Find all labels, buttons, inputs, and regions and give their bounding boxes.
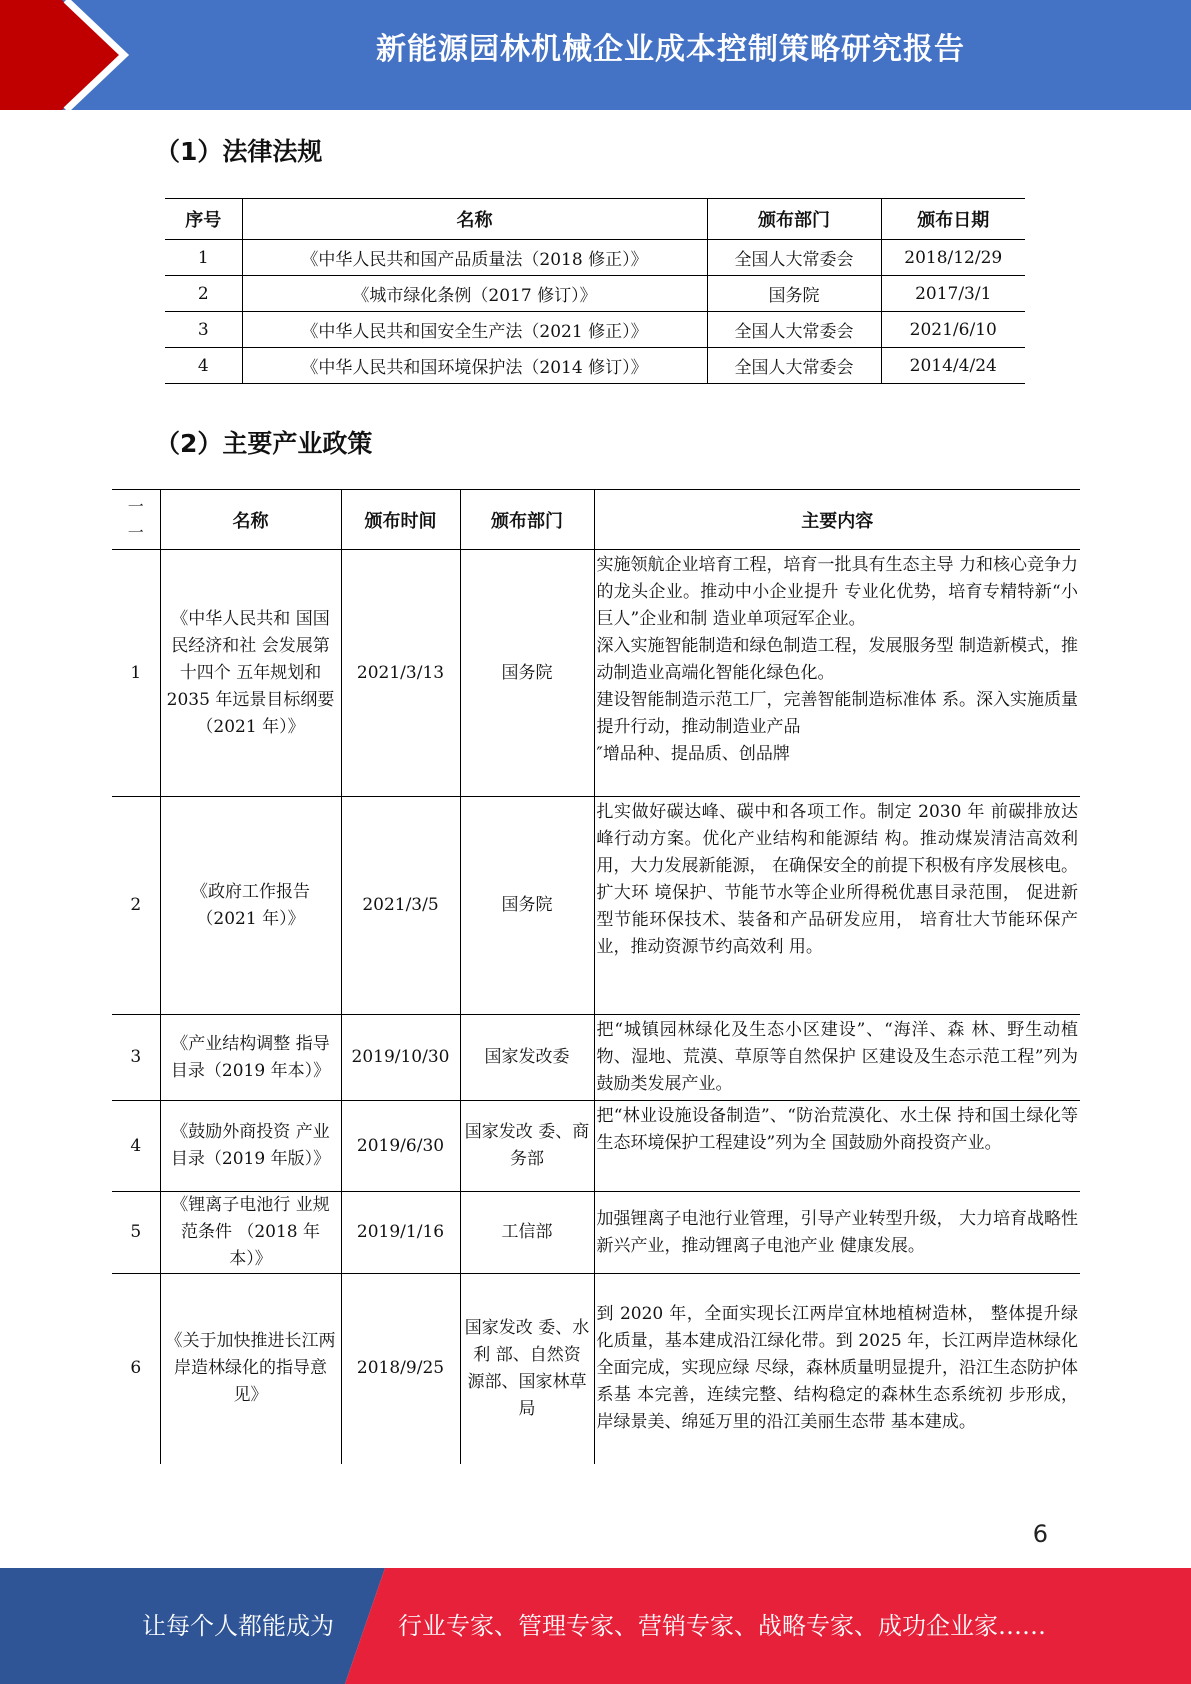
section-title-laws: （1）法律法规 — [155, 137, 323, 166]
column-header: 颁布部门 — [707, 199, 881, 240]
header-arrow-decoration — [0, 0, 160, 110]
column-header: 名称 — [160, 490, 341, 550]
content-paragraph: 建设智能制造示范工厂，完善智能制造标准体 系。深入实施质量提升行动，推动制造业产品 — [596, 690, 1078, 737]
cell-index: 4 — [165, 348, 242, 384]
cell-content — [594, 1015, 1080, 1101]
content-paragraph: 实施领航企业培育工程，培育一批具有生态主导 力和核心竞争力的龙头企业。推动中小企业提升 专业化优势，培育专精特新“小巨人”企业和制 造业单项冠军企业。 — [596, 555, 1078, 629]
cell-dept: 国家发改 委、商务部 — [460, 1101, 594, 1192]
table-row — [112, 550, 1080, 797]
page-footer — [0, 1568, 1191, 1684]
table-row — [112, 1101, 1080, 1192]
document-title: 新能源园林机械企业成本控制策略研究报告 — [376, 32, 965, 67]
policies-table — [112, 489, 1080, 1464]
column-header: 颁布部门 — [460, 490, 594, 550]
cell-date: 2019/10/30 — [341, 1015, 460, 1101]
cell-date: 2018/12/29 — [881, 240, 1025, 276]
cell-name: 《中华人民共和国产品质量法（2018 修正）》 — [242, 240, 707, 276]
cell-dept: 全国人大常委会 — [707, 240, 881, 276]
table-row — [165, 276, 1025, 312]
cell-dept: 工信部 — [460, 1192, 594, 1274]
content-paragraph: 把“林业设施设备制造”、“防治荒漠化、水土保 持和国土绿化等生态环境保护工程建设”列为全 国鼓励外商投资产业。 — [596, 1106, 1078, 1153]
cell-dept: 全国人大常委会 — [707, 348, 881, 384]
cell-content — [594, 1274, 1080, 1464]
cell-index: 4 — [112, 1101, 160, 1192]
content-paragraph: ″增品种、提品质、创品牌 — [596, 744, 790, 764]
cell-index: 3 — [112, 1015, 160, 1101]
page-number: 6 — [1032, 1520, 1048, 1548]
table-row — [112, 1192, 1080, 1274]
table-row — [165, 312, 1025, 348]
cell-name: 《中华人民共和国安全生产法（2021 修正）》 — [242, 312, 707, 348]
table-header-row — [112, 490, 1080, 550]
cell-index: 1 — [165, 240, 242, 276]
content-paragraph: 到 2020 年，全面实现长江两岸宜林地植树造林， 整体提升绿化质量，基本建成沿江绿化带。到 2025 年，长江两岸造林绿化全面完成，实现应绿 尽绿，森林质量明显提升，沿江生态防护体系基 本完善，连续完整、结构稳定的森林生态系统初 步形成，岸绿景美、绵延万里的沿江美丽生态带 基本建成。 — [596, 1304, 1078, 1433]
content-paragraph: 扎实做好碳达峰、碳中和各项工作。制定 2030 年 前碳排放达峰行动方案。优化产业结构和能源结 构。推动煤炭清洁高效利用，大力发展新能源， 在确保安全的前提下积极有序发展核电。扩大环 境保护、节能节水等企业所得税优惠目录范围， 促进新型节能环保技术、装备和产品研发应用， 培育壮大节能环保产业，推动资源节约高效利 用。 — [596, 802, 1078, 957]
column-header: 颁布时间 — [341, 490, 460, 550]
cell-date: 2018/9/25 — [341, 1274, 460, 1464]
cell-name: 《中华人民共和 国国民经济和社 会发展第十四个 五年规划和 2035 年远景目标纲要 （2021 年）》 — [160, 550, 341, 797]
cell-date: 2017/3/1 — [881, 276, 1025, 312]
cell-date: 2021/3/5 — [341, 797, 460, 1015]
cell-date: 2021/6/10 — [881, 312, 1025, 348]
cell-name: 《锂离子电池行 业规范条件 （2018 年本）》 — [160, 1192, 341, 1274]
column-header: 一 一 — [112, 490, 160, 550]
content-paragraph: 把“城镇园林绿化及生态小区建设”、“海洋、森 林、野生动植物、湿地、荒漠、草原等自然保护 区建设及生态示范工程”列为鼓励类发展产业。 — [596, 1020, 1078, 1094]
cell-name: 《城市绿化条例（2017 修订）》 — [242, 276, 707, 312]
cell-date: 2014/4/24 — [881, 348, 1025, 384]
footer-slogan-right: 行业专家、管理专家、营销专家、战略专家、成功企业家…… — [398, 1612, 1046, 1640]
laws-table — [165, 198, 1025, 384]
cell-index: 6 — [112, 1274, 160, 1464]
table-row — [165, 348, 1025, 384]
content-paragraph: 加强锂离子电池行业管理，引导产业转型升级， 大力培育战略性新兴产业，推动锂离子电池产业 健康发展。 — [596, 1208, 1078, 1256]
table-header-row — [165, 199, 1025, 240]
cell-content — [594, 1101, 1080, 1192]
cell-content — [594, 1192, 1080, 1274]
cell-name: 《关于加快推进长江两岸造林绿化的指导意见》 — [160, 1274, 341, 1464]
cell-dept: 国务院 — [460, 550, 594, 797]
table-row — [112, 1274, 1080, 1464]
page-header — [0, 0, 1191, 110]
cell-dept: 国务院 — [707, 276, 881, 312]
cell-index: 2 — [112, 797, 160, 1015]
cell-content — [594, 797, 1080, 1015]
column-header: 序号 — [165, 199, 242, 240]
cell-date: 2021/3/13 — [341, 550, 460, 797]
cell-dept: 全国人大常委会 — [707, 312, 881, 348]
table-row — [112, 1015, 1080, 1101]
table-row — [165, 240, 1025, 276]
cell-index: 5 — [112, 1192, 160, 1274]
footer-slogan-left: 让每个人都能成为 — [142, 1612, 334, 1640]
column-header: 名称 — [242, 199, 707, 240]
cell-dept: 国家发改委 — [460, 1015, 594, 1101]
cell-name: 《鼓励外商投资 产业目录（2019 年版）》 — [160, 1101, 341, 1192]
cell-name: 《产业结构调整 指导目录（2019 年本）》 — [160, 1015, 341, 1101]
content-paragraph: 深入实施智能制造和绿色制造工程，发展服务型 制造新模式，推动制造业高端化智能化绿色化。 — [596, 636, 1078, 683]
cell-index: 2 — [165, 276, 242, 312]
column-header: 主要内容 — [594, 490, 1080, 550]
table-row — [112, 797, 1080, 1015]
cell-dept: 国务院 — [460, 797, 594, 1015]
cell-name: 《中华人民共和国环境保护法（2014 修订）》 — [242, 348, 707, 384]
cell-date: 2019/1/16 — [341, 1192, 460, 1274]
cell-index: 1 — [112, 550, 160, 797]
column-header: 颁布日期 — [881, 199, 1025, 240]
cell-dept: 国家发改 委、水利 部、自然资 源部、国家林草局 — [460, 1274, 594, 1464]
cell-name: 《政府工作报告（2021 年）》 — [160, 797, 341, 1015]
cell-index: 3 — [165, 312, 242, 348]
section-title-policies: （2）主要产业政策 — [155, 429, 373, 458]
cell-date: 2019/6/30 — [341, 1101, 460, 1192]
cell-content — [594, 550, 1080, 797]
